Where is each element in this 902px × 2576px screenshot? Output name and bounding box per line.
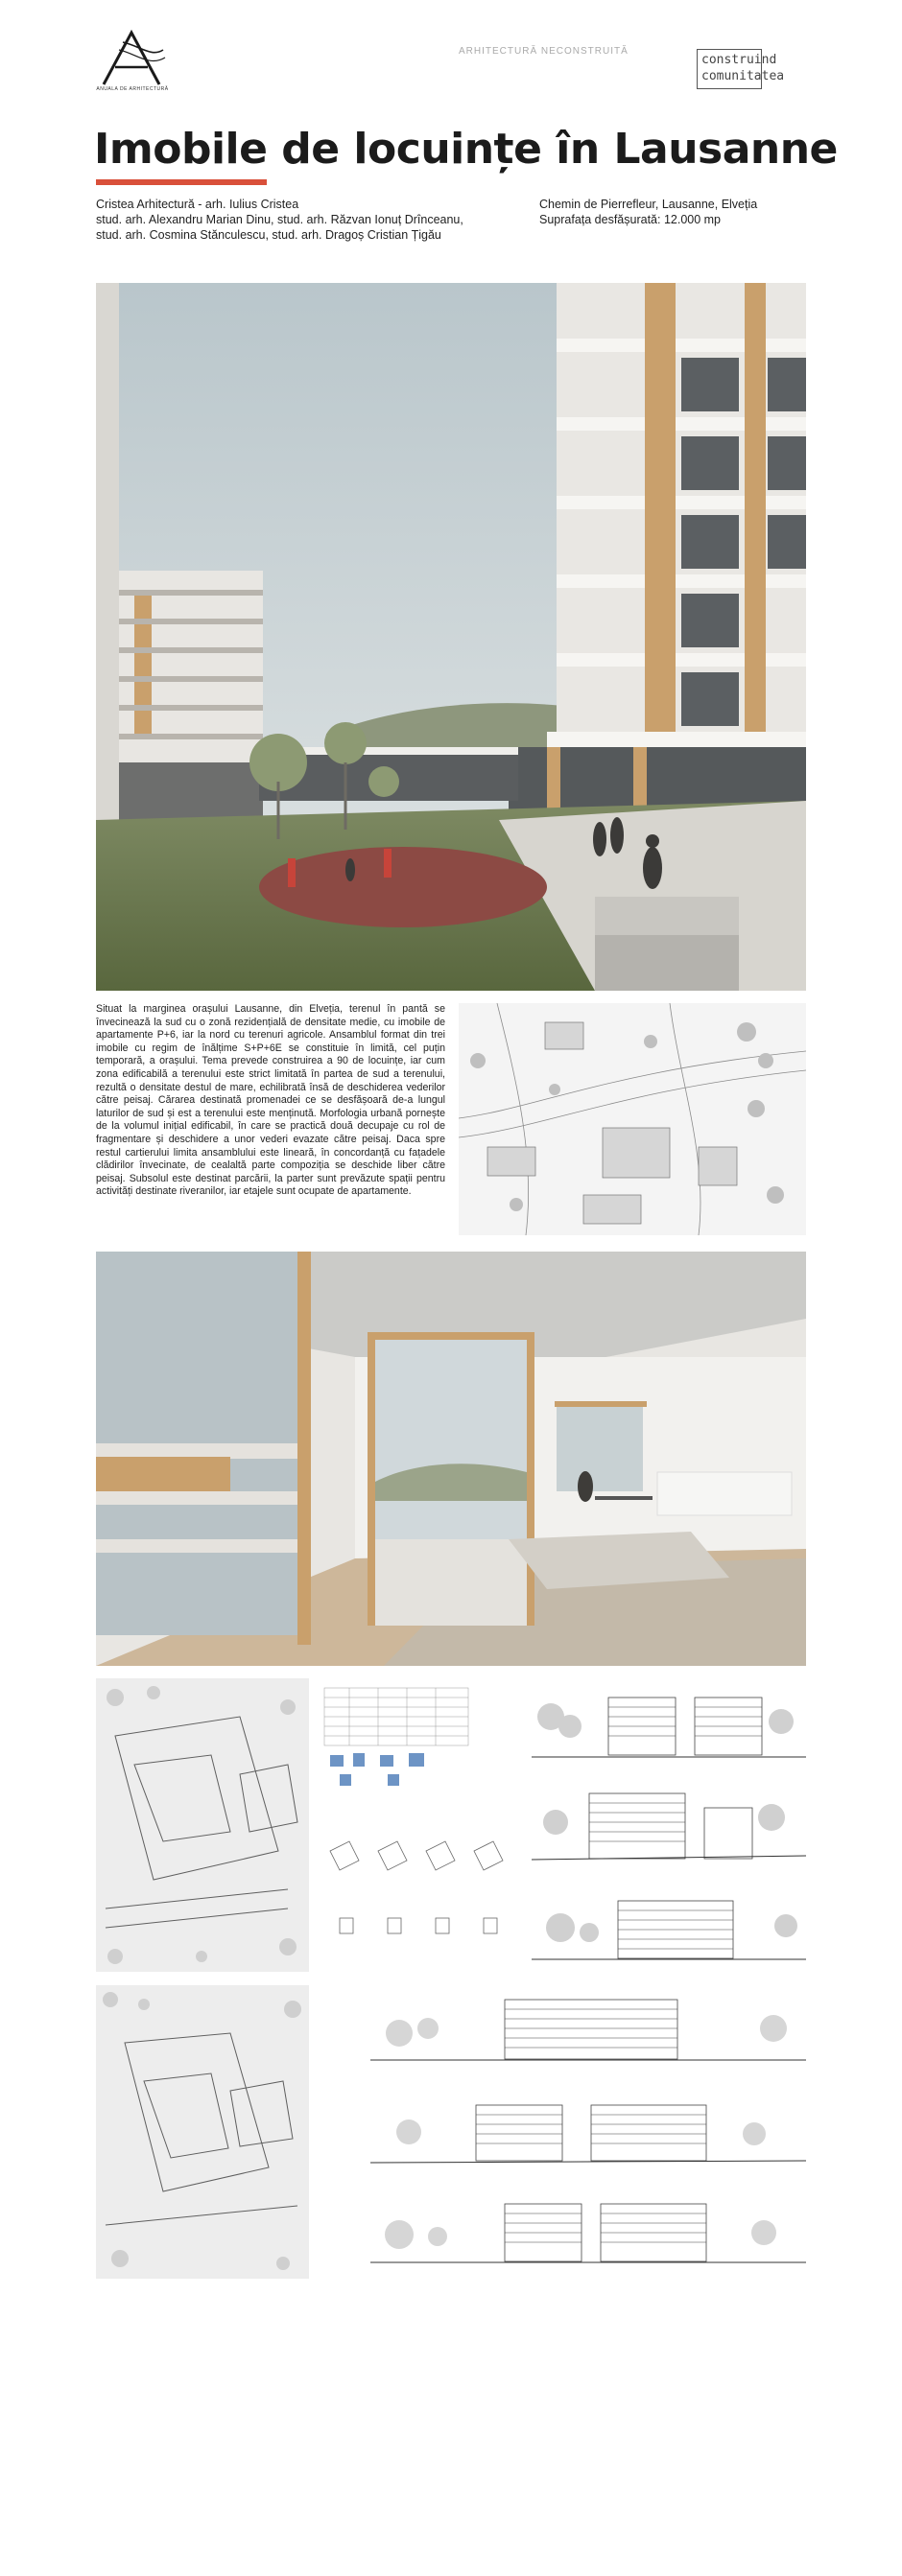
title-underline: [96, 179, 267, 185]
stamp-line-2: comunitatea: [701, 69, 785, 83]
floor-plan-1: [96, 1678, 309, 1972]
elevation-drawing: [370, 2086, 806, 2178]
project-credits: [96, 197, 537, 243]
exterior-render: [96, 283, 806, 991]
logo: [94, 29, 169, 90]
credits-line: stud. arh. Cosmina Stănculescu, stud. arh. Dragoș Cristian Țigău: [96, 228, 441, 242]
credits-line: stud. arh. Alexandru Marian Dinu, stud. arh. Răzvan Ionuț Drînceanu,: [96, 213, 463, 226]
elevation-drawing: [370, 2187, 806, 2279]
floor-plan-2: [96, 1985, 309, 2279]
credits-line: Cristea Arhitectură - arh. Iulius Cristea: [96, 198, 299, 211]
series-label: ARHITECTURĂ NECONSTRUITĂ: [459, 46, 629, 57]
section-drawing: [532, 1779, 806, 1871]
interior-render: [96, 1252, 806, 1666]
logo-caption: ANUALA DE ARHITECTURĂ: [96, 86, 169, 92]
project-site-info: [539, 197, 808, 227]
project-location: Chemin de Pierrefleur, Lausanne, Elveția: [539, 198, 758, 211]
section-drawing: [532, 1880, 806, 1972]
site-plan: [459, 1003, 806, 1235]
logo-icon: [94, 29, 169, 88]
page-title: Imobile de locuințe în Lausanne: [94, 125, 838, 174]
project-description: Situat la marginea orașului Lausanne, din Elveția, terenul în pantă se învecinează la sud cu o zonă rezidențială de densitate medie, cu imobile de apartamente P+6, iar la nord cu terenuri agricole. Ansamblul format din trei imobile cu regim de înălțime S+P+6E se constituie în limită, cel puțin temporară, a orașului. Tema prevede construirea a 90 de locuințe, iar cum zona edificabilă a terenului este strict limitată în partea de sud a terenului, rezultă o densitate destul de mare, echilibrată însă de deschiderea vederilor către peisaj. Cărarea destinată promenadei ce se desfășoară de-a lungul laturilor de sud și est a terenului este menținută. Morfologia urbană pornește de la volumul inițial edificabil, în care se practică două decupaje cu rol de fragmentare și deschidere a unor vederi evazate către peisaj. Daca spre restul cartierului limita ansamblului este lineară, în concordanță cu fațadele clădirilor învecinate, de cealaltă parte compoziția se deschide liber către peisaj. Subsolul este destinat parcării, la parter sunt prevăzute spații pentru activități destinate riveranilor, iar etajele sunt ocupate de apartamente.: [96, 1003, 445, 1198]
apartment-tables: [320, 1678, 522, 1972]
elevation-drawing: [370, 1985, 806, 2077]
stamp-line-1: construind: [701, 53, 777, 67]
project-area: Suprafața desfășurată: 12.000 mp: [539, 213, 722, 226]
section-drawing: [532, 1678, 806, 1770]
competition-stamp: [697, 49, 785, 89]
